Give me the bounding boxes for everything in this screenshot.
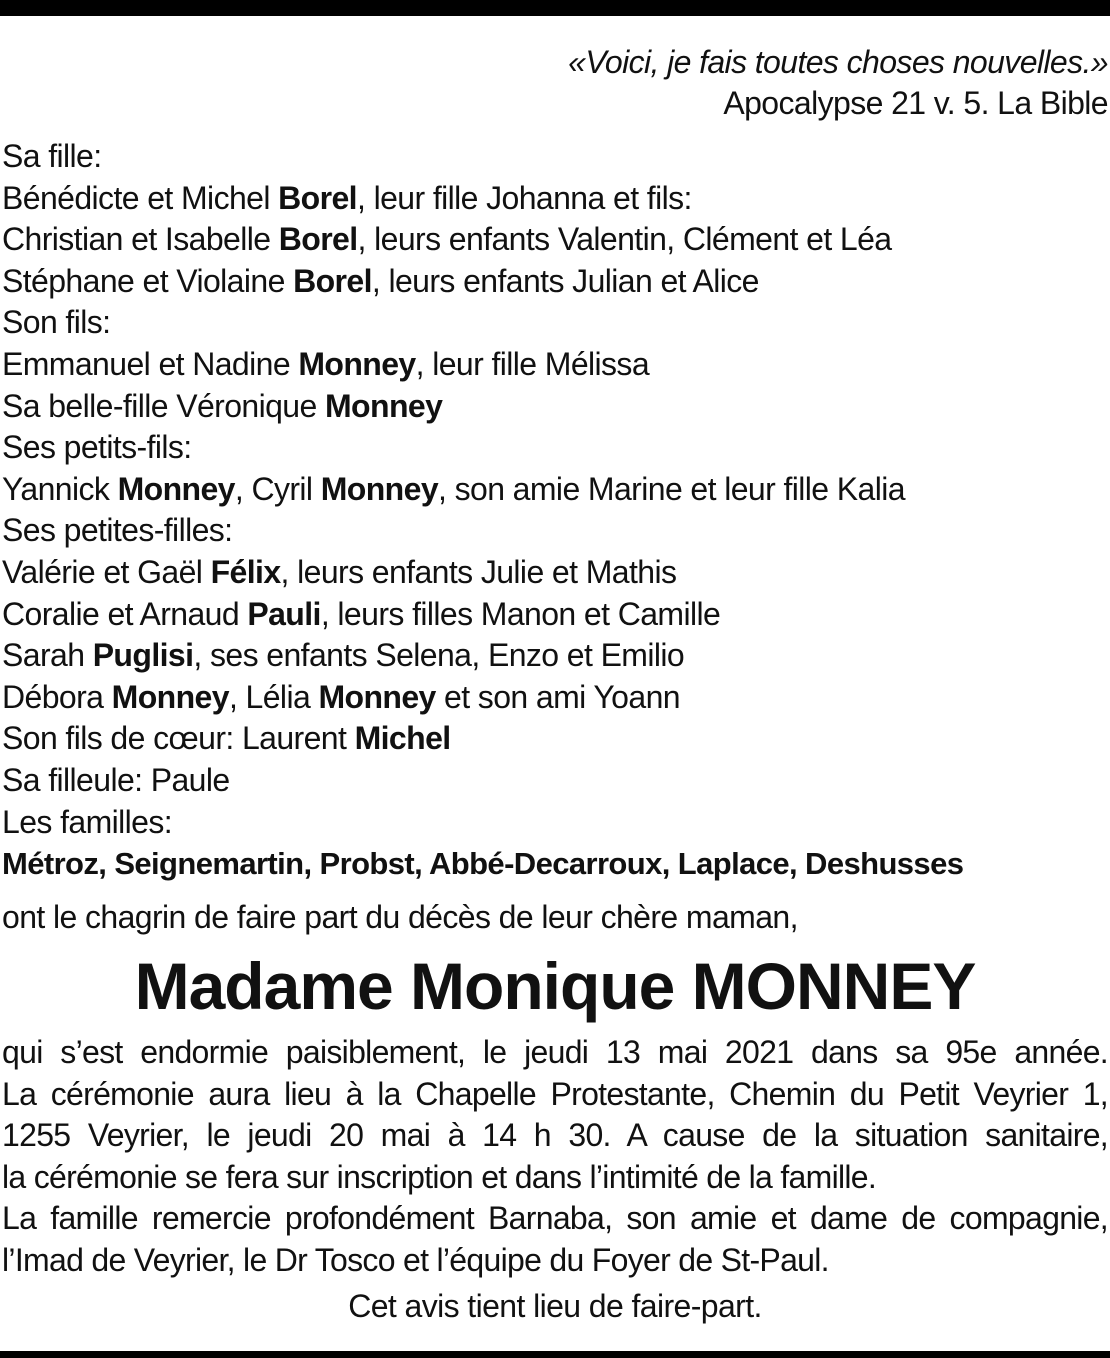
details-line: La famille remercie profondément Barnaba, son amie et dame de compagnie, bbox=[2, 1200, 1108, 1237]
family-line bbox=[2, 302, 905, 344]
family-list bbox=[2, 136, 905, 843]
family-line bbox=[2, 344, 905, 386]
family-surname: Félix bbox=[210, 553, 281, 590]
family-line bbox=[2, 136, 905, 178]
family-surname: Michel bbox=[354, 720, 451, 757]
family-text: Son fils: bbox=[2, 304, 111, 341]
family-surname: Monney bbox=[298, 345, 416, 382]
family-text: , Cyril bbox=[234, 470, 321, 507]
details-line: la cérémonie se fera sur inscription et dans l’intimité de la famille. bbox=[2, 1158, 877, 1195]
family-surname: Monney bbox=[320, 470, 439, 507]
family-line bbox=[2, 677, 905, 719]
announcement-text: ont le chagrin de faire part du décès de leur chère maman, bbox=[2, 899, 798, 935]
family-line bbox=[2, 219, 905, 261]
family-line bbox=[2, 760, 905, 802]
family-line bbox=[2, 469, 905, 511]
family-surname: Borel bbox=[278, 179, 357, 216]
family-text: Sa fille: bbox=[2, 138, 102, 174]
family-text: , leur fille Mélissa bbox=[415, 345, 650, 382]
epigraph-reference: Apocalypse 21 v. 5. La Bible bbox=[723, 85, 1108, 121]
family-text: Coralie et Arnaud bbox=[2, 595, 248, 632]
family-line bbox=[2, 261, 905, 303]
bottom-border-rule bbox=[0, 1351, 1110, 1358]
family-text: Son fils de cœur: Laurent bbox=[2, 720, 355, 757]
family-text: Emmanuel et Nadine bbox=[2, 345, 299, 382]
family-text: , son amie Marine et leur fille Kalia bbox=[438, 470, 905, 507]
ceremony-details bbox=[2, 1032, 1108, 1282]
family-line bbox=[2, 594, 905, 636]
family-line bbox=[2, 427, 905, 469]
family-text: Les familles: bbox=[2, 803, 173, 840]
family-surname: Monney bbox=[117, 470, 235, 507]
family-line bbox=[2, 552, 905, 594]
family-surname: Monney bbox=[325, 387, 443, 424]
family-text: , ses enfants Selena, Enzo et Emilio bbox=[193, 637, 685, 674]
family-text: Ses petites-filles: bbox=[2, 512, 233, 549]
family-line bbox=[2, 802, 905, 844]
family-text: Débora bbox=[2, 678, 112, 715]
family-text: , leurs enfants Valentin, Clément et Léa bbox=[357, 221, 892, 258]
family-text: Bénédicte et Michel bbox=[2, 179, 279, 216]
family-text: Ses petits-fils: bbox=[2, 429, 192, 466]
epigraph bbox=[568, 42, 1108, 124]
family-text: et son ami Yoann bbox=[435, 678, 680, 715]
footer-note: Cet avis tient lieu de faire-part. bbox=[348, 1288, 762, 1324]
details-line: La cérémonie aura lieu à la Chapelle Protestante, Chemin du Petit Veyrier 1, bbox=[2, 1075, 1108, 1112]
family-text: Sarah bbox=[2, 637, 93, 674]
top-border-rule bbox=[0, 0, 1110, 16]
details-line: 1255 Veyrier, le jeudi 20 mai à 14 h 30. A cause de la situation sanitaire, bbox=[2, 1117, 1108, 1154]
family-surname: Pauli bbox=[247, 595, 321, 632]
family-surname: Monney bbox=[318, 678, 436, 715]
families-names: Métroz, Seignemartin, Probst, Abbé-Decarroux, Laplace, Deshusses bbox=[2, 846, 964, 881]
family-text: Stéphane et Violaine bbox=[2, 262, 294, 299]
family-surname: Borel bbox=[278, 221, 358, 258]
details-line: l’Imad de Veyrier, le Dr Tosco et l’équipe du Foyer de St-Paul. bbox=[2, 1241, 829, 1278]
family-line bbox=[2, 386, 905, 428]
family-line bbox=[2, 635, 905, 677]
family-text: Sa belle-fille Véronique bbox=[2, 387, 325, 424]
family-text: Yannick bbox=[2, 470, 118, 507]
family-line bbox=[2, 510, 905, 552]
family-surname: Borel bbox=[293, 262, 372, 299]
details-line: qui s’est endormie paisiblement, le jeudi 13 mai 2021 dans sa 95e année. bbox=[2, 1034, 1108, 1070]
family-surname: Monney bbox=[111, 678, 229, 715]
epigraph-quote: «Voici, je fais toutes choses nouvelles.» bbox=[568, 44, 1108, 80]
family-line bbox=[2, 718, 905, 760]
family-text: , leurs enfants Julie et Mathis bbox=[280, 553, 677, 590]
family-text: Valérie et Gaël bbox=[2, 553, 211, 590]
family-text: , leurs enfants Julian et Alice bbox=[371, 262, 759, 299]
family-text: Sa filleule: Paule bbox=[2, 761, 230, 798]
deceased-name: Madame Monique MONNEY bbox=[134, 949, 976, 1023]
family-line bbox=[2, 178, 905, 220]
family-text: , leur fille Johanna et fils: bbox=[356, 179, 692, 216]
family-text: Christian et Isabelle bbox=[2, 221, 279, 258]
family-text: , Lélia bbox=[228, 678, 319, 715]
family-surname: Puglisi bbox=[92, 637, 194, 674]
family-text: , leurs filles Manon et Camille bbox=[320, 595, 721, 632]
